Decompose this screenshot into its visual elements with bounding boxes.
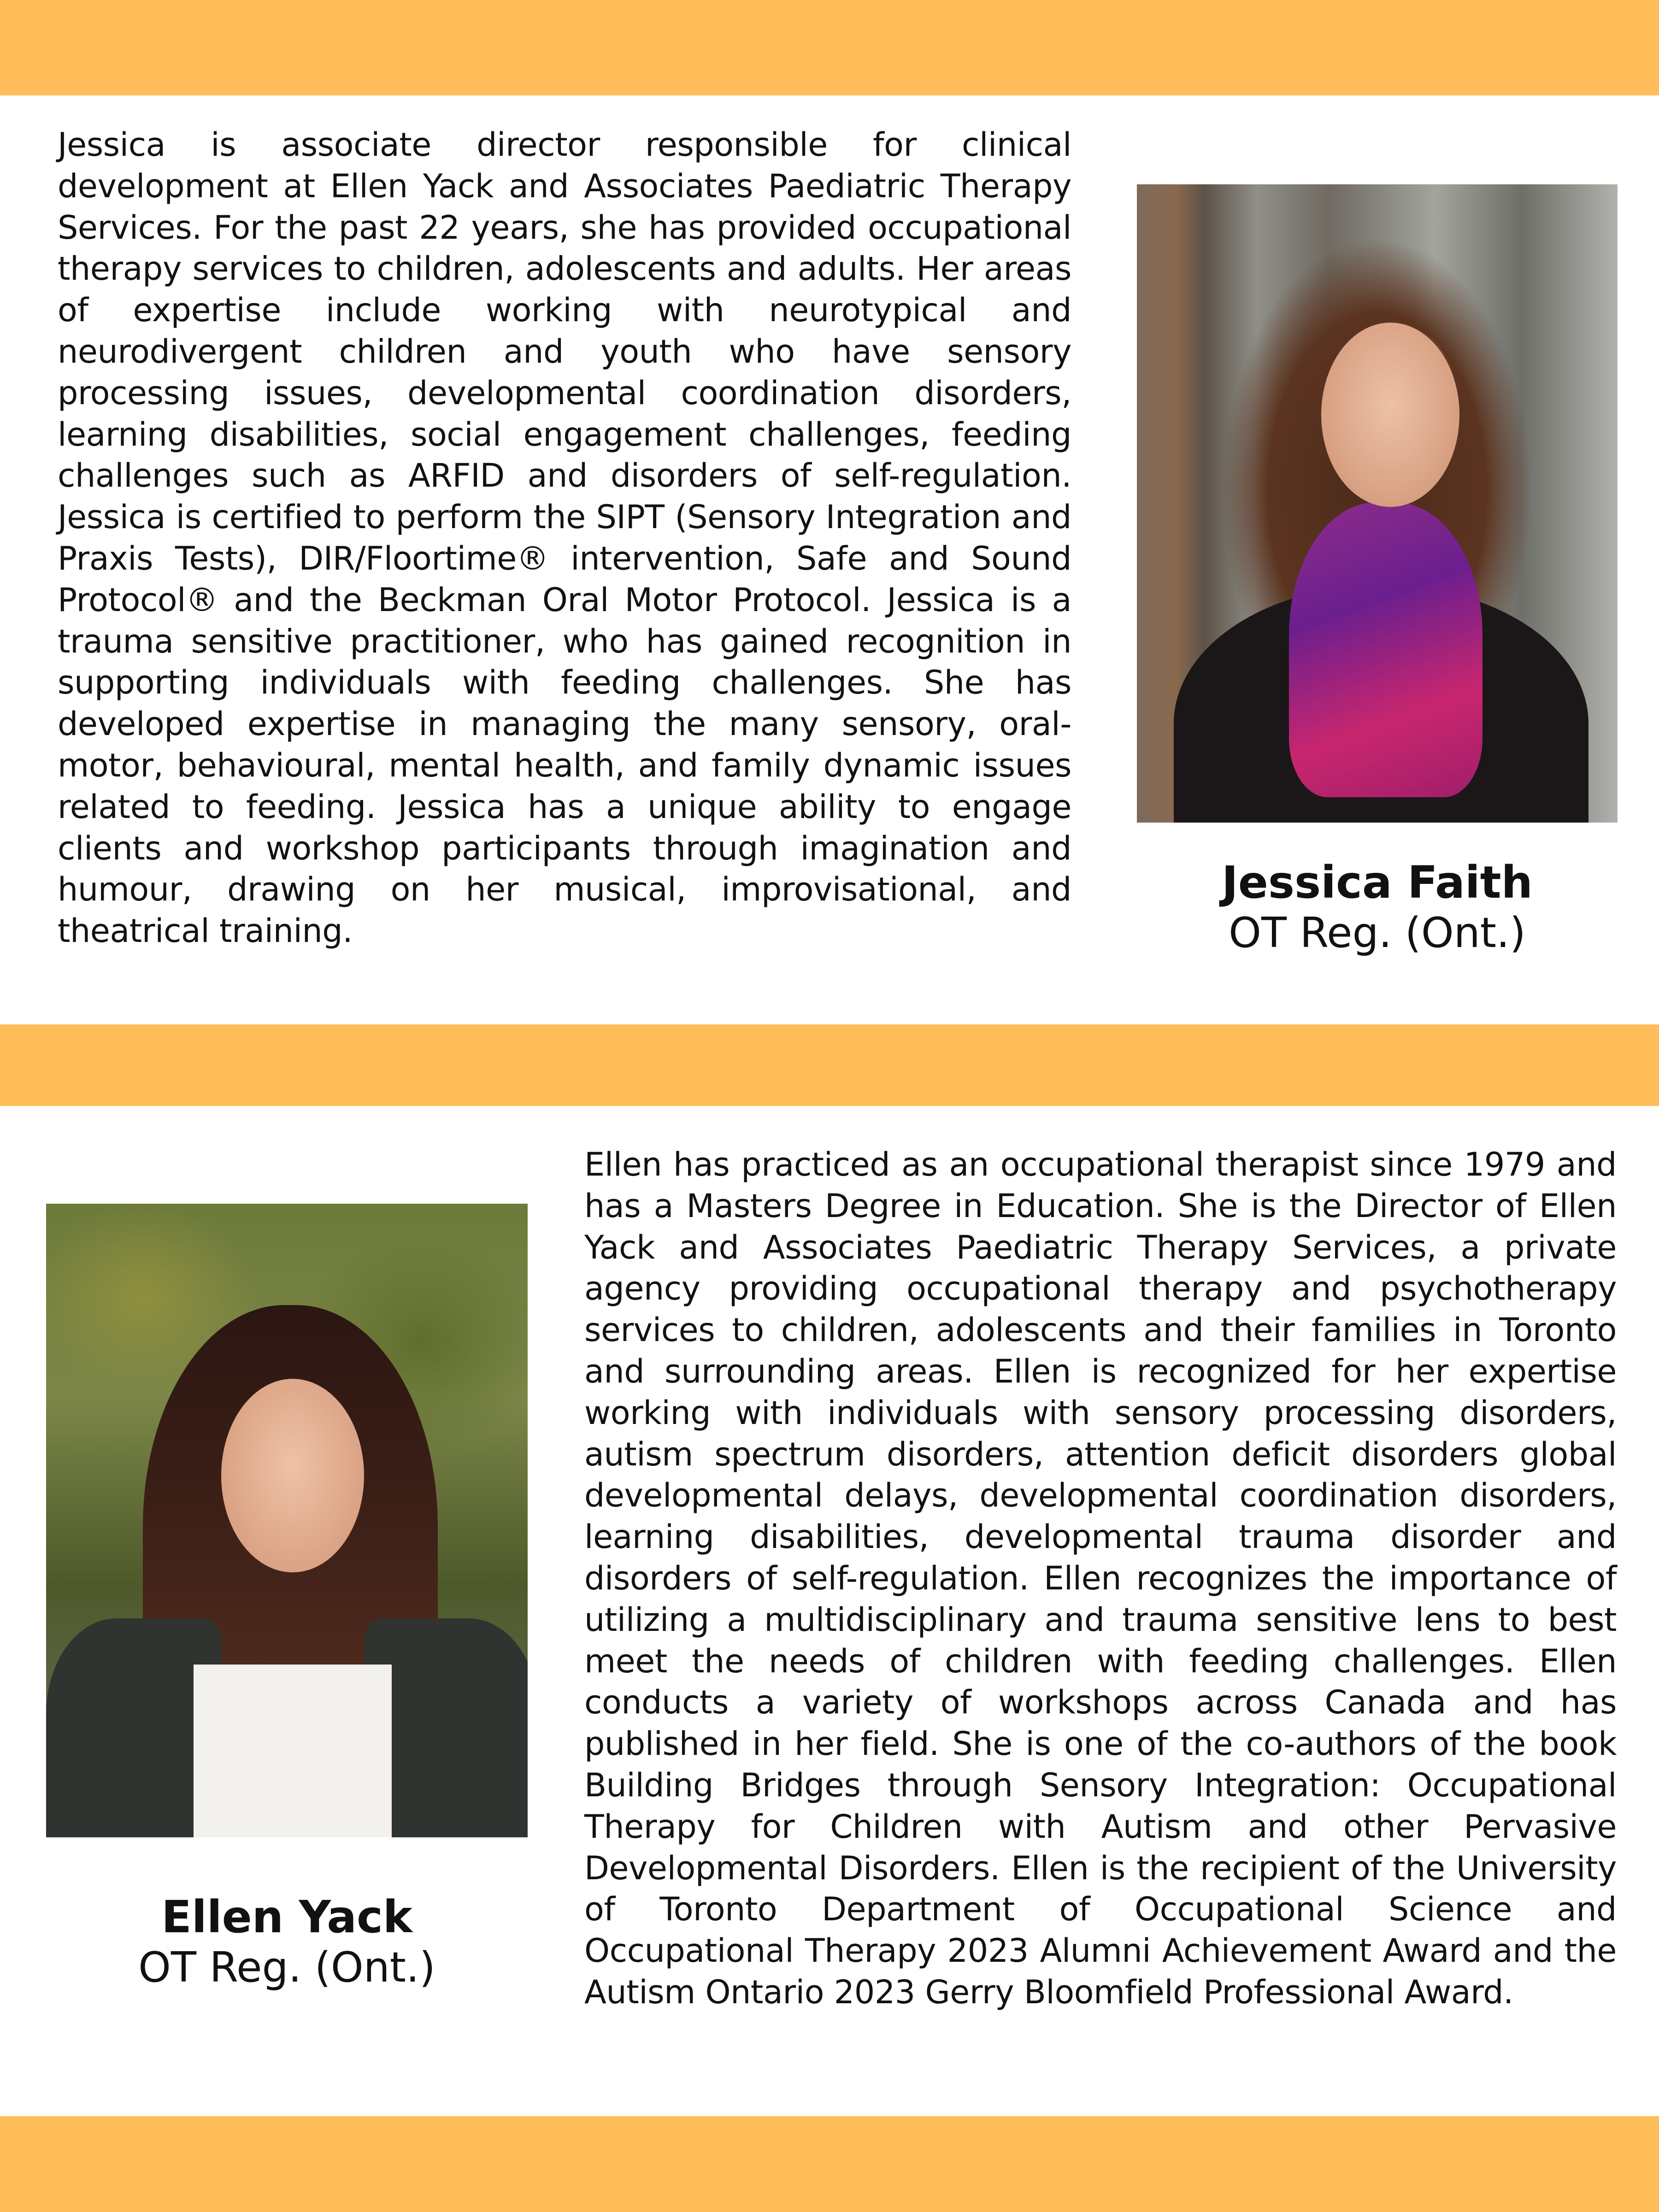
ellen-bio-text: Ellen has practiced as an occupational therapist since 1979 and has a Masters Degree in Education. She is the Director of Ellen Yack and Associates Paediatric Therapy Services, a private agency providing occupational therapy and psychotherapy services to children, adolescents and their families in Toronto and surrounding areas. Ellen is recognized for her expertise working with individuals with sensory processing disorders, autism spectrum disorders, attention deficit disorders global developmental delays, developmental coordination disorders, learning disabilities, developmental trauma disorder and disorders of self-regulation. Ellen recognizes the importance of utilizing a multidisciplinary and trauma sensitive lens to best meet the needs of children with feeding challenges. Ellen conducts a variety of workshops across Canada and has published in her field. She is one of the co-authors of the book Building Bridges through Sensory Integration: Occupational Therapy for Children with Autism and other Pervasive Developmental Disorders. Ellen is the recipient of the University of Toronto Department of Occupational Science and Occupational Therapy 2023 Alumni Achievement Award and the Autism Ontario 2023 Gerry Bloomfield Professional Award. <box>584 1146 1617 2011</box>
ellen-yack-photo <box>46 1204 528 1837</box>
jessica-name: Jessica Faith <box>1222 857 1533 908</box>
jessica-caption <box>1137 857 1618 959</box>
jessica-faith-photo <box>1137 184 1618 823</box>
jessica-photo-face <box>1321 323 1459 507</box>
top-accent-band <box>0 0 1659 95</box>
ellen-name: Ellen Yack <box>161 1891 412 1943</box>
jessica-credential: OT Reg. (Ont.) <box>1229 909 1526 957</box>
middle-accent-band <box>0 1024 1659 1106</box>
jessica-bio-text: Jessica is associate director responsible for clinical development at Ellen Yack and Associates Paediatric Therapy Services. For the past 22 years, she has provided occupational therapy services to children, adolescents and adults. Her areas of expertise include working with neurotypical and neurodivergent children and youth who have sensory processing issues, developmental coordination disorders, learning disabilities, social engagement challenges, feeding challenges such as ARFID and disorders of self-regulation. Jessica is certified to perform the SIPT (Sensory Integration and Praxis Tests), DIR/Floortime® intervention, Safe and Sound Protocol® and the Beckman Oral Motor Protocol. Jessica is a trauma sensitive practitioner, who has gained recognition in supporting individuals with feeding challenges. She has developed expertise in managing the many sensory, oral-motor, behavioural, mental health, and family dynamic issues related to feeding. Jessica has a unique ability to engage clients and workshop participants through imagination and humour, drawing on her musical, improvisational, and theatrical training. <box>58 126 1071 950</box>
ellen-photo-shirt <box>194 1665 392 1837</box>
bottom-accent-band <box>0 2116 1659 2212</box>
ellen-credential: OT Reg. (Ont.) <box>138 1943 435 1992</box>
ellen-caption <box>46 1892 528 1993</box>
ellen-photo-face <box>221 1379 364 1572</box>
jessica-photo-scarf <box>1289 502 1483 797</box>
